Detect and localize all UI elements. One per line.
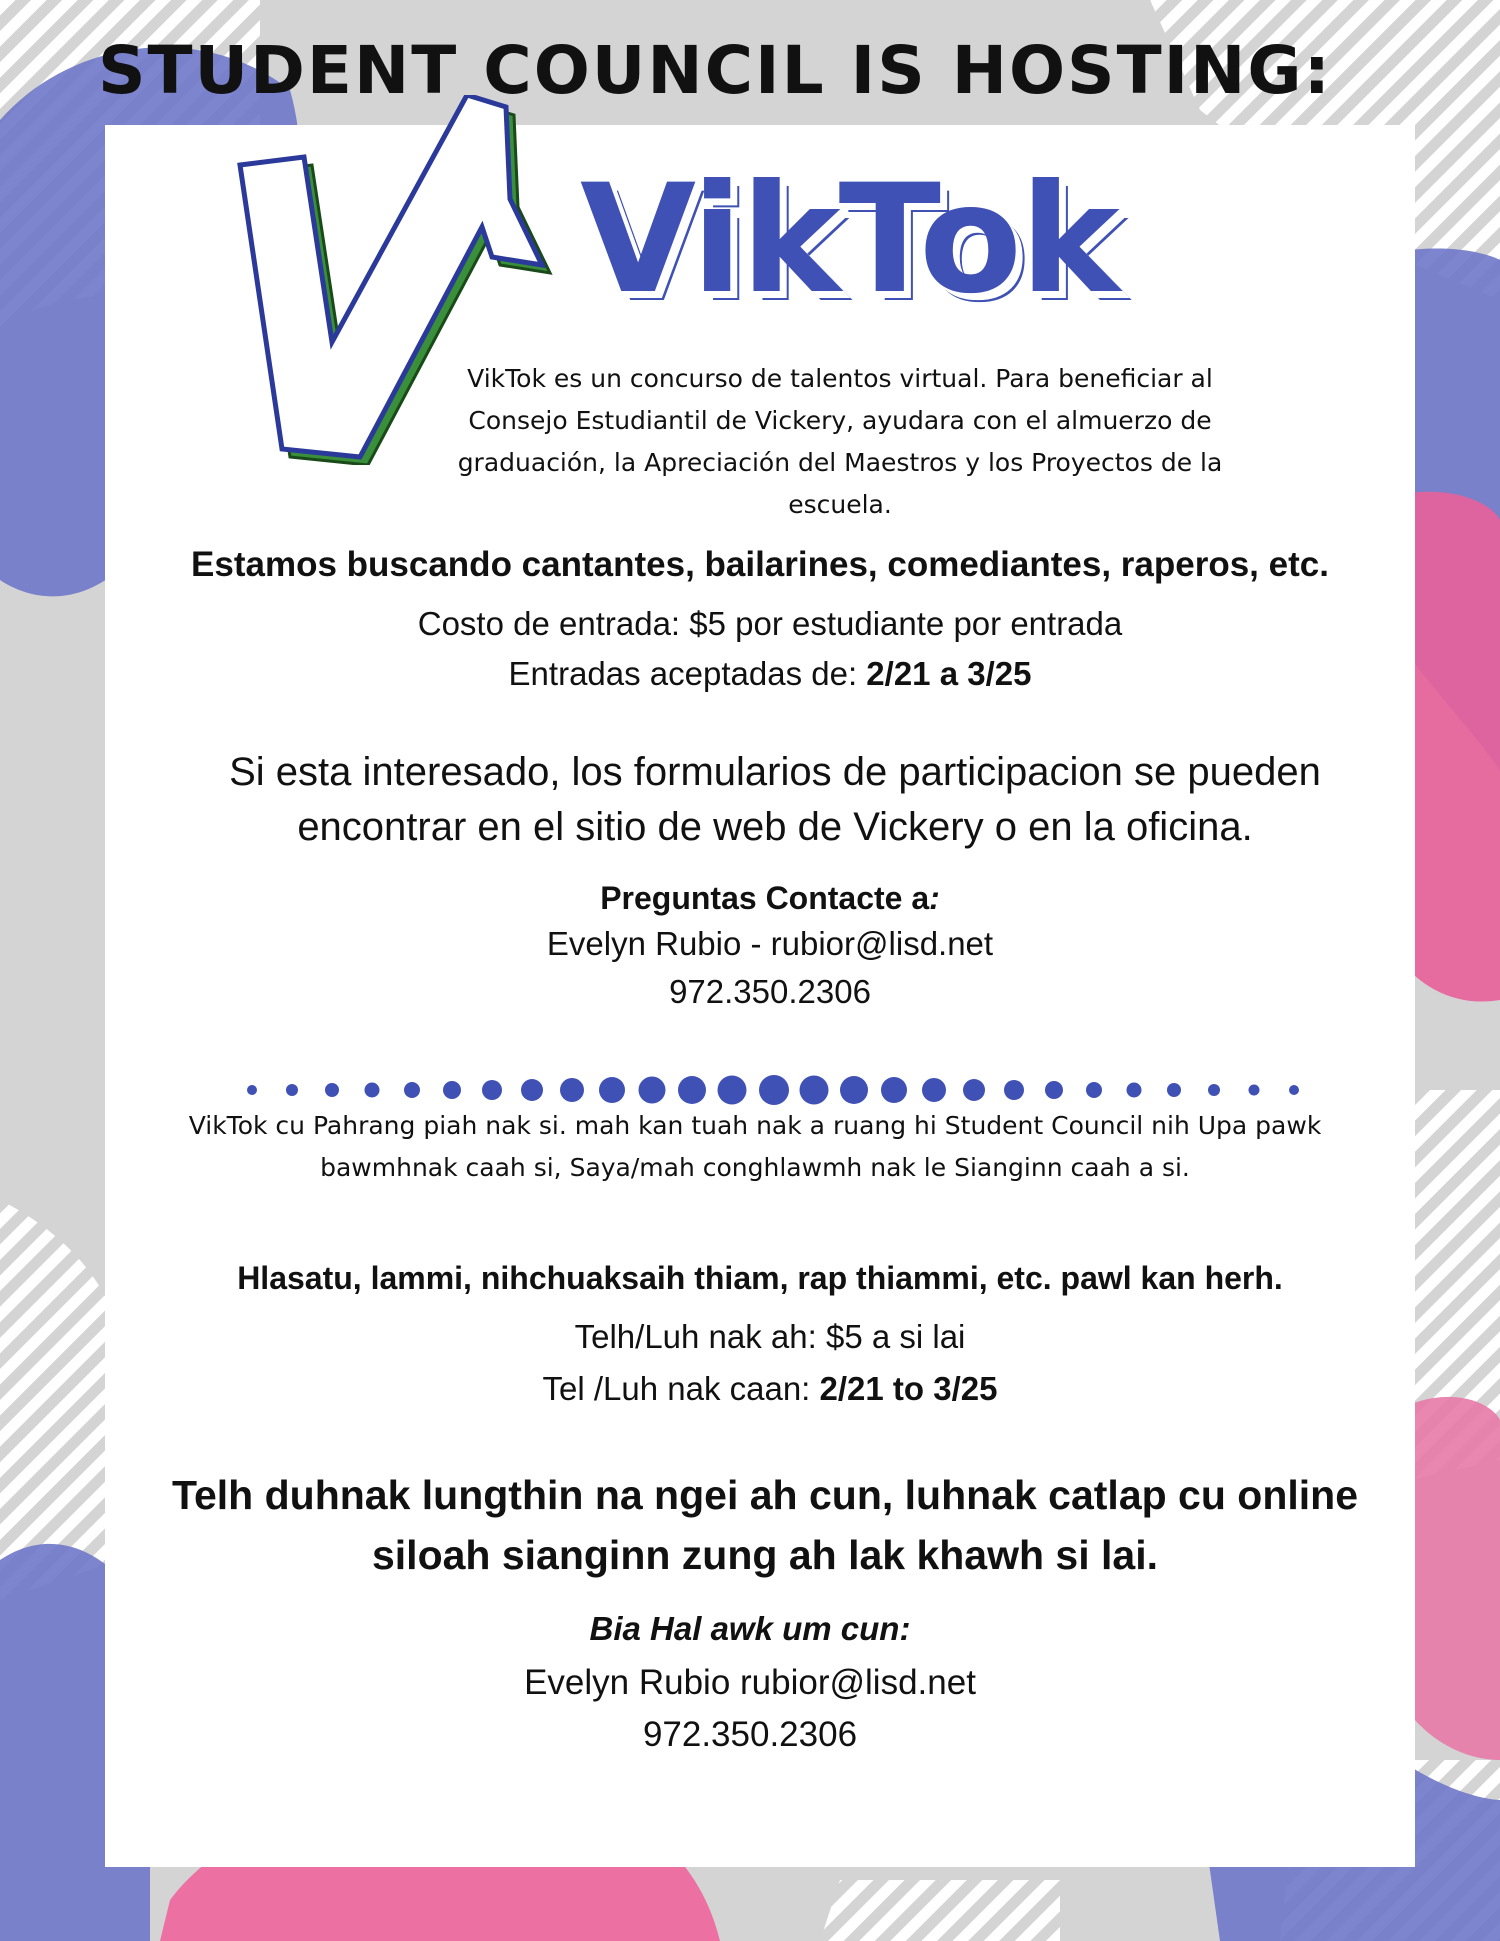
spanish-contact: Evelyn Rubio - rubior@lisd.net <box>546 925 994 962</box>
chin-contact: Evelyn Rubio rubior@lisd.net <box>524 1663 976 1702</box>
spanish-entry-cost: Costo de entrada: $5 por estudiante por entrada <box>417 605 1123 642</box>
spanish-questions <box>105 880 1435 917</box>
chin-phone: 972.350.2306 <box>642 1715 858 1754</box>
chin-entry-cost: Telh/Luh nak ah: $5 a si lai <box>574 1318 966 1355</box>
chin-entry-dates <box>105 1370 1435 1408</box>
chin-question: Bia Hal awk um cun: <box>589 1610 911 1647</box>
spanish-dates-label: Entradas aceptadas de: <box>508 655 867 692</box>
chin-dates-value: 2/21 to 3/25 <box>819 1370 998 1407</box>
chin-heading: Hlasatu, lammi, nihchuaksaih thiam, rap thiammi, etc. pawl kan herh. <box>237 1260 1283 1296</box>
spanish-heading: Estamos buscando cantantes, bailarines, comediantes, raperos, etc. <box>191 545 1329 584</box>
chin-dates-label: Tel /Luh nak caan: <box>542 1370 820 1407</box>
spanish-questions-label: Preguntas Contacte a <box>600 880 930 916</box>
chin-info: Telh duhnak lungthin na ngei ah cun, luhnak catlap cu online siloah sianginn zung ah lak khawh si lai. <box>171 1472 1359 1578</box>
spanish-info: Si esta interesado, los formularios de participacion se pueden encontrar en el sitio de web de Vickery o en la oficina. <box>229 750 1321 849</box>
chin-intro: VikTok cu Pahrang piah nak si. mah kan tuah nak a ruang hi Student Council nih Upa pawk bawmhnak caah si, Saya/mah conghlawmh nak le Sianginn caah a si. <box>188 1111 1322 1182</box>
dot-divider <box>230 1070 1350 1110</box>
spanish-dates-value: 2/21 a 3/25 <box>866 655 1032 692</box>
brand-logo-text: VikTok <box>580 153 1118 327</box>
spanish-entry-dates <box>105 655 1435 693</box>
spanish-questions-colon: : <box>929 880 940 916</box>
spanish-phone: 972.350.2306 <box>669 973 871 1010</box>
spanish-intro: VikTok es un concurso de talentos virtual. Para beneficiar al Consejo Estudiantil de Vickery, ayudara con el almuerzo de graduación, la Apreciación del Maestros y los Proyectos de la escuela. <box>457 364 1223 519</box>
page-title: STUDENT COUNCIL IS HOSTING: <box>98 32 1332 109</box>
